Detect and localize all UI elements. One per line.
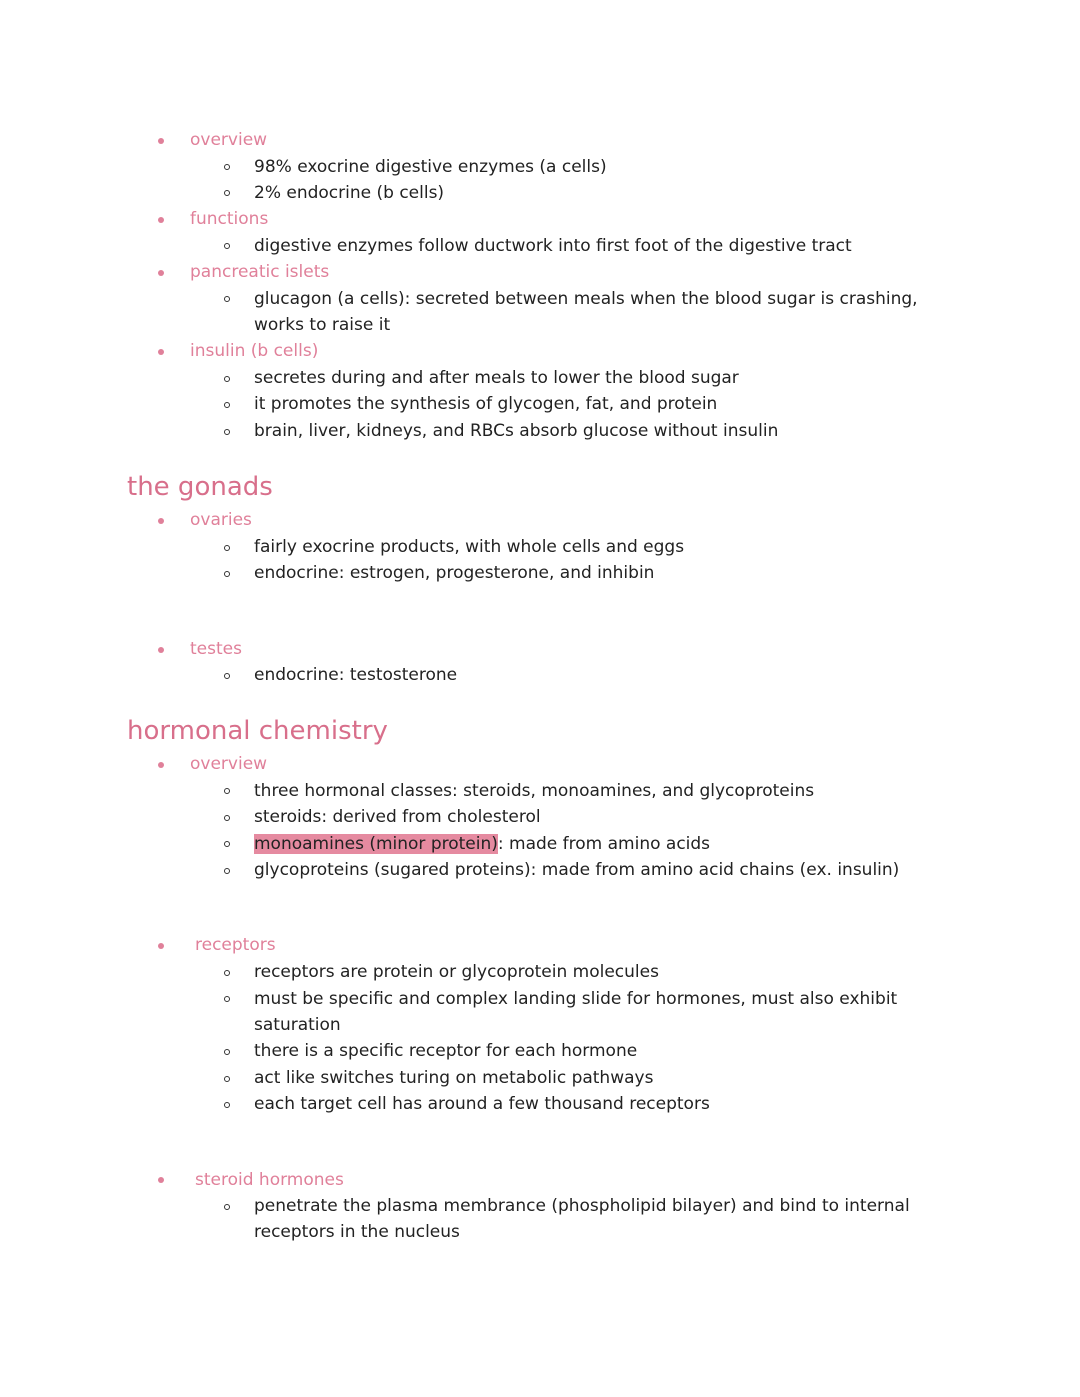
bullet-circle xyxy=(224,164,230,170)
list-item: it promotes the synthesis of glycogen, fat, and protein xyxy=(254,394,718,414)
topic-overview: overview xyxy=(190,130,268,150)
bullet-circle xyxy=(224,571,230,577)
bullet-dot xyxy=(158,270,164,276)
bullet-dot xyxy=(158,217,164,223)
list-item: endocrine: estrogen, progesterone, and inhibin xyxy=(254,563,655,583)
list-item: fairly exocrine products, with whole cells and eggs xyxy=(254,537,685,557)
list-item: act like switches turing on metabolic pathways xyxy=(254,1068,654,1088)
bullet-circle xyxy=(224,1102,230,1108)
list-item: penetrate the plasma membrance (phospholipid bilayer) and bind to internal xyxy=(254,1196,910,1216)
topic-functions: functions xyxy=(190,209,269,229)
list-item: secretes during and after meals to lower the blood sugar xyxy=(254,368,739,388)
bullet-circle xyxy=(224,1076,230,1082)
bullet-circle xyxy=(224,243,230,249)
bullet-circle xyxy=(224,996,230,1002)
topic-insulin: insulin (b cells) xyxy=(190,341,319,361)
list-item: 98% exocrine digestive enzymes (a cells) xyxy=(254,157,607,177)
bullet-circle xyxy=(224,1204,230,1210)
bullet-circle xyxy=(224,788,230,794)
topic-pancreatic-islets: pancreatic islets xyxy=(190,262,330,282)
list-item: brain, liver, kidneys, and RBCs absorb glucose without insulin xyxy=(254,421,779,441)
list-item: must be specific and complex landing slide for hormones, must also exhibit xyxy=(254,989,898,1009)
bullet-circle xyxy=(224,296,230,302)
list-item: steroids: derived from cholesterol xyxy=(254,807,541,827)
bullet-circle xyxy=(224,815,230,821)
list-item: endocrine: testosterone xyxy=(254,665,458,685)
highlighted-text: monoamines (minor protein) xyxy=(254,834,498,854)
topic-receptors: receptors xyxy=(195,935,276,955)
bullet-circle xyxy=(224,868,230,874)
list-item: glycoproteins (sugared proteins): made from amino acid chains (ex. insulin) xyxy=(254,860,900,880)
topic-testes: testes xyxy=(190,639,242,659)
list-item: glucagon (a cells): secreted between meals when the blood sugar is crashing, xyxy=(254,289,918,309)
list-item: 2% endocrine (b cells) xyxy=(254,183,445,203)
bullet-circle xyxy=(224,376,230,382)
bullet-circle xyxy=(224,402,230,408)
bullet-circle xyxy=(224,1049,230,1055)
list-item: receptors are protein or glycoprotein molecules xyxy=(254,962,659,982)
bullet-dot xyxy=(158,762,164,768)
topic-overview: overview xyxy=(190,754,268,774)
list-item: each target cell has around a few thousand receptors xyxy=(254,1094,710,1114)
bullet-dot xyxy=(158,943,164,949)
bullet-dot xyxy=(158,1177,164,1183)
bullet-circle xyxy=(224,970,230,976)
list-item-continuation: saturation xyxy=(254,1015,341,1035)
list-item-text: : made from amino acids xyxy=(497,834,711,854)
bullet-circle xyxy=(224,190,230,196)
bullet-circle xyxy=(224,673,230,679)
bullet-dot xyxy=(158,647,164,653)
topic-ovaries: ovaries xyxy=(190,510,252,530)
list-item xyxy=(254,834,710,854)
bullet-circle xyxy=(224,841,230,847)
section-heading-gonads: the gonads xyxy=(127,472,273,502)
topic-steroid-hormones: steroid hormones xyxy=(195,1170,344,1190)
list-item-continuation: works to raise it xyxy=(254,315,391,335)
bullet-circle xyxy=(224,429,230,435)
list-item: three hormonal classes: steroids, monoamines, and glycoproteins xyxy=(254,781,815,801)
bullet-dot xyxy=(158,138,164,144)
bullet-dot xyxy=(158,349,164,355)
list-item-continuation: receptors in the nucleus xyxy=(254,1222,460,1242)
list-item: digestive enzymes follow ductwork into first foot of the digestive tract xyxy=(254,236,852,256)
bullet-dot xyxy=(158,518,164,524)
section-heading-hormonal-chemistry: hormonal chemistry xyxy=(127,716,388,746)
bullet-circle xyxy=(224,545,230,551)
list-item: there is a specific receptor for each hormone xyxy=(254,1041,638,1061)
